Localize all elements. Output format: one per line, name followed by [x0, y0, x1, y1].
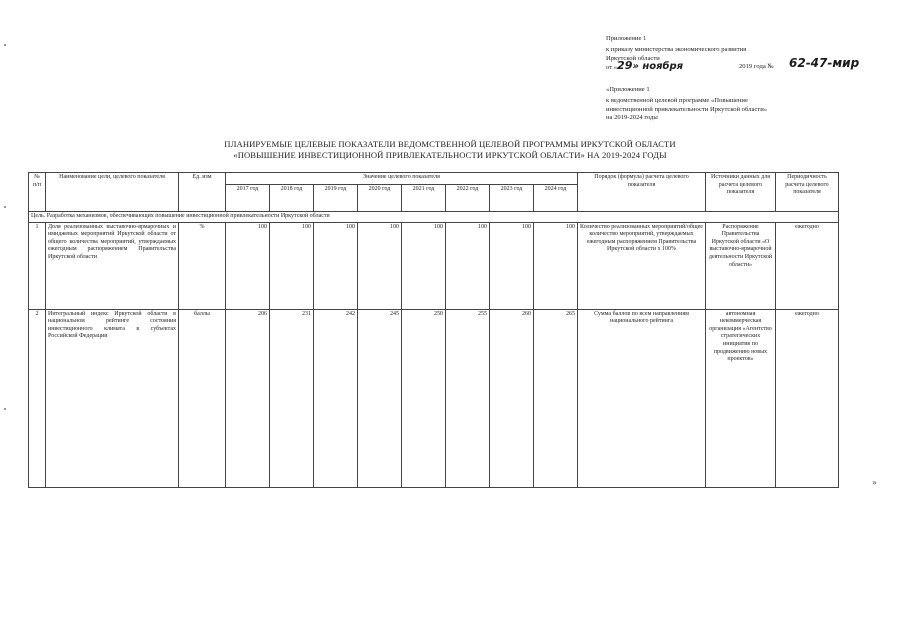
header-year: 2022 год	[446, 185, 490, 212]
header-year: 2019 год	[314, 185, 358, 212]
header-year: 2020 год	[358, 185, 402, 212]
target-indicators-table	[28, 172, 839, 488]
handwritten-month: » ноября	[632, 61, 684, 72]
appendix2-line-2: к ведомственной целевой программе «Повышение	[606, 97, 748, 104]
header-num: № п/п	[29, 173, 46, 212]
row-value: 100	[402, 222, 446, 309]
row-value: 100	[314, 222, 358, 309]
row-formula: Количество реализованных мероприятий/общее количество мероприятий, утверждаемых ежегодным распоряжением Правительства Иркутской области х 100%	[578, 222, 706, 309]
row-name: Доля реализованных выставочно-ярмарочных и имиджевых мероприятий Иркутской области от общего количества мероприятий, утверждаемых ежегодным распоряжением Правительства Иркутской области	[46, 222, 179, 309]
row-value: 100	[490, 222, 534, 309]
header-source: Источники данных для расчета целевого показателя	[706, 173, 776, 212]
header-period: Периодичность расчета целевого показателя	[776, 173, 839, 212]
table-row	[29, 309, 839, 487]
order-year: 2019 года №	[739, 63, 774, 70]
row-formula: Сумма баллов по всем направлениям национального рейтинга	[578, 309, 706, 487]
row-value: 206	[226, 309, 270, 487]
scan-speck	[4, 206, 6, 208]
row-value: 231	[270, 309, 314, 487]
row-unit: баллы	[179, 309, 226, 487]
header-name: Наименование цели, целевого показателя	[46, 173, 179, 212]
row-value: 250	[402, 309, 446, 487]
row-period: ежегодно	[776, 309, 839, 487]
appendix2-line-1: «Приложение 1	[606, 86, 650, 93]
table-header-row-1	[29, 173, 839, 185]
row-value: 260	[490, 309, 534, 487]
header-values: Значение целевого показателя	[226, 173, 578, 185]
header-year: 2021 год	[402, 185, 446, 212]
goal-text: Цель. Разработка механизмов, обеспечивающих повышение инвестиционной привлекательности Иркутской области	[29, 212, 839, 223]
row-value: 255	[446, 309, 490, 487]
appendix-line-2: к приказу министерства экономического развития	[606, 46, 747, 53]
header-year: 2018 год	[270, 185, 314, 212]
row-value: 100	[446, 222, 490, 309]
closing-quote-mark: »	[872, 478, 877, 487]
goal-row	[29, 212, 839, 223]
row-value: 245	[358, 309, 402, 487]
row-source: автономная некоммерческая организация «Агентство стратегических инициатив по продвижению новых проектов»	[706, 309, 776, 487]
row-period: ежегодно	[776, 222, 839, 309]
table-row	[29, 222, 839, 309]
appendix-line-1: Приложение 1	[606, 35, 647, 42]
row-num: 2	[29, 309, 46, 487]
row-unit: %	[179, 222, 226, 309]
header-unit: Ед. изм	[179, 173, 226, 212]
scan-speck	[4, 44, 6, 46]
row-value: 100	[358, 222, 402, 309]
header-year: 2024 год	[534, 185, 578, 212]
date-prefix: от «	[606, 64, 618, 71]
row-value: 100	[226, 222, 270, 309]
row-name: Интегральный индекс Иркутской области в национальном рейтинге состояния инвестиционного климата в субъектах Российской Федерации	[46, 309, 179, 487]
row-value: 265	[534, 309, 578, 487]
page-title-line-2: «ПОВЫШЕНИЕ ИНВЕСТИЦИОННОЙ ПРИВЛЕКАТЕЛЬНОСТИ ИРКУТСКОЙ ОБЛАСТИ» НА 2019-2024 ГОДЫ	[233, 150, 667, 160]
appendix2-line-3: инвестиционной привлекательности Иркутской области»	[606, 106, 768, 113]
appendix2-line-4: на 2019-2024 годы	[606, 114, 658, 121]
row-value: 100	[534, 222, 578, 309]
row-value: 100	[270, 222, 314, 309]
header-formula: Порядок (формула) расчета целевого показателя	[578, 173, 706, 212]
row-num: 1	[29, 222, 46, 309]
handwritten-day: 29	[617, 59, 633, 72]
page-title-line-1: ПЛАНИРУЕМЫЕ ЦЕЛЕВЫЕ ПОКАЗАТЕЛИ ВЕДОМСТВЕННОЙ ЦЕЛЕВОЙ ПРОГРАММЫ ИРКУТСКОЙ ОБЛАСТИ	[224, 139, 676, 149]
header-year: 2023 год	[490, 185, 534, 212]
row-value: 242	[314, 309, 358, 487]
scan-speck	[4, 408, 6, 410]
row-source: Распоряжение Правительства Иркутской области «О выставочно-ярмарочной деятельности Иркутской области»	[706, 222, 776, 309]
handwritten-order-number: 62-47-мир	[789, 56, 860, 70]
header-year: 2017 год	[226, 185, 270, 212]
appendix-line-3: Иркутской области	[606, 55, 660, 62]
